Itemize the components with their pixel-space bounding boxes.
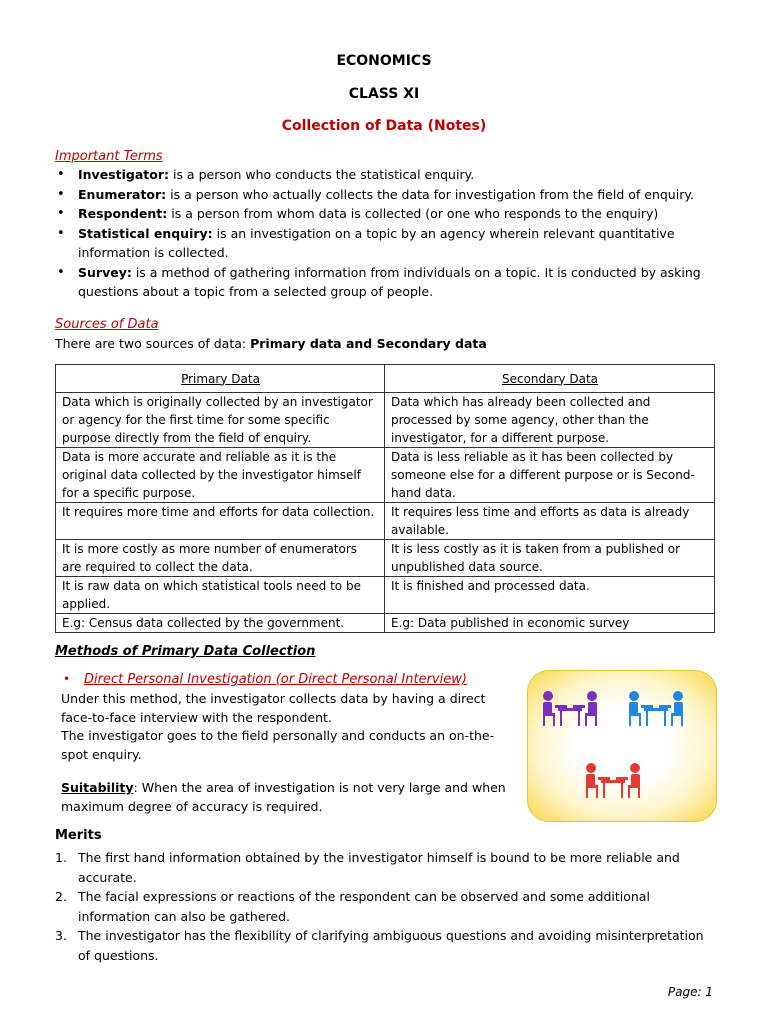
term-definition: is a person from whom data is collected (or one who responds to the enquiry) bbox=[167, 206, 659, 221]
sources-heading: Sources of Data bbox=[55, 317, 159, 332]
class-heading: CLASS XI bbox=[348, 86, 420, 102]
sources-intro-text: There are two sources of data: bbox=[55, 336, 251, 351]
table-row bbox=[56, 503, 715, 540]
methods-heading: Methods of Primary Data Collection bbox=[55, 644, 316, 659]
term-item bbox=[55, 263, 705, 302]
term-definition: is a person who actually collects the data for investigation from the field of enquiry. bbox=[166, 186, 694, 202]
purple-meeting-icon bbox=[543, 691, 597, 726]
page-number: Page: 1 bbox=[667, 985, 713, 999]
term-item bbox=[55, 165, 705, 185]
table-cell: Data is less reliable as it has been collected by someone else for a different purpose or is Second-hand data. bbox=[385, 448, 715, 503]
table-cell: It is more costly as more number of enumerators are required to collect the data. bbox=[56, 540, 385, 577]
dpi-heading: Direct Personal Investigation (or Direct Personal Interview) bbox=[84, 672, 467, 687]
primary-data-header: Primary Data bbox=[56, 365, 385, 393]
term-item bbox=[55, 224, 705, 263]
dpi-paragraph-2: The investigator goes to the field personally and conducts an on-the-spot enquiry. bbox=[61, 728, 495, 762]
table-cell: It requires more time and efforts for data collection. bbox=[56, 503, 385, 540]
suitability-text: : When the area of investigation is not very large and when maximum degree of accuracy is required. bbox=[61, 780, 506, 814]
blue-meeting-icon bbox=[629, 691, 683, 726]
secondary-data-header: Secondary Data bbox=[385, 365, 715, 393]
term-definition: is a method of gathering information from individuals on a topic. It is conducted by asking questions about a topic from a selected group of people. bbox=[78, 264, 701, 299]
merits-heading: Merits bbox=[55, 828, 102, 843]
table-header-row bbox=[56, 365, 715, 393]
interview-illustration bbox=[527, 670, 717, 822]
table-cell: E.g: Data published in economic survey bbox=[385, 614, 715, 633]
table-cell: It is raw data on which statistical tools need to be applied. bbox=[56, 577, 385, 614]
sources-intro-bold: Primary data and Secondary data bbox=[250, 336, 487, 351]
interview-tables-icon bbox=[528, 671, 716, 821]
table-cell: Data is more accurate and reliable as it is the original data collected by the investigator himself for a specific purpose. bbox=[56, 448, 385, 503]
term-definition: is a person who conducts the statistical enquiry. bbox=[169, 167, 475, 182]
term-item bbox=[55, 185, 705, 205]
merit-text: The first hand information obtained by the investigator himself is bound to be more reliable and accurate. bbox=[78, 850, 680, 885]
term-label: Enumerator: bbox=[78, 186, 167, 202]
merit-item bbox=[55, 887, 710, 926]
term-item bbox=[55, 204, 705, 224]
suitability-paragraph bbox=[61, 779, 511, 816]
term-label: Respondent: bbox=[78, 206, 168, 221]
dpi-paragraph-1: Under this method, the investigator collects data by having a direct face-to-face interview with the respondent. bbox=[61, 691, 486, 725]
merits-list bbox=[55, 848, 710, 965]
comparison-table bbox=[55, 364, 715, 633]
term-label: Survey: bbox=[78, 264, 132, 280]
table-cell: Data which has already been collected and processed by some agency, other than the investigator, for a different purpose. bbox=[385, 393, 715, 448]
table-cell: E.g: Census data collected by the government. bbox=[56, 614, 385, 633]
red-meeting-icon bbox=[586, 763, 640, 798]
suitability-label: Suitability bbox=[61, 780, 134, 795]
term-label: Investigator: bbox=[78, 167, 169, 182]
merit-text: The investigator has the flexibility of clarifying ambiguous questions and avoiding misinterpretation of questions. bbox=[78, 928, 704, 963]
merit-text: The facial expressions or reactions of the respondent can be observed and some additional information can also be gathered. bbox=[78, 889, 650, 924]
table-cell: It is less costly as it is taken from a published or unpublished data source. bbox=[385, 540, 715, 577]
document-title: Collection of Data (Notes) bbox=[281, 118, 487, 134]
important-terms-list bbox=[55, 165, 705, 302]
important-terms-heading: Important Terms bbox=[55, 149, 163, 164]
table-row bbox=[56, 448, 715, 503]
table-cell: It is finished and processed data. bbox=[385, 577, 715, 614]
term-label: Statistical enquiry: bbox=[78, 225, 213, 241]
table-row bbox=[56, 614, 715, 633]
merit-item bbox=[55, 926, 710, 965]
merit-number: 1. bbox=[55, 850, 67, 865]
table-row bbox=[56, 393, 715, 448]
table-row bbox=[56, 540, 715, 577]
merit-item bbox=[55, 848, 710, 887]
subject-heading: ECONOMICS bbox=[336, 53, 432, 69]
merit-number: 3. bbox=[55, 928, 67, 943]
sources-intro bbox=[55, 335, 715, 354]
table-cell: It requires less time and efforts as data is already available. bbox=[385, 503, 715, 540]
table-cell: Data which is originally collected by an investigator or agency for the first time for some specific purpose directly from the field of enquiry. bbox=[56, 393, 385, 448]
term-definition: is an investigation on a topic by an agency wherein relevant quantitative information is collected. bbox=[78, 225, 675, 260]
merit-number: 2. bbox=[55, 889, 67, 904]
bullet-icon: • bbox=[63, 672, 71, 686]
table-row bbox=[56, 577, 715, 614]
